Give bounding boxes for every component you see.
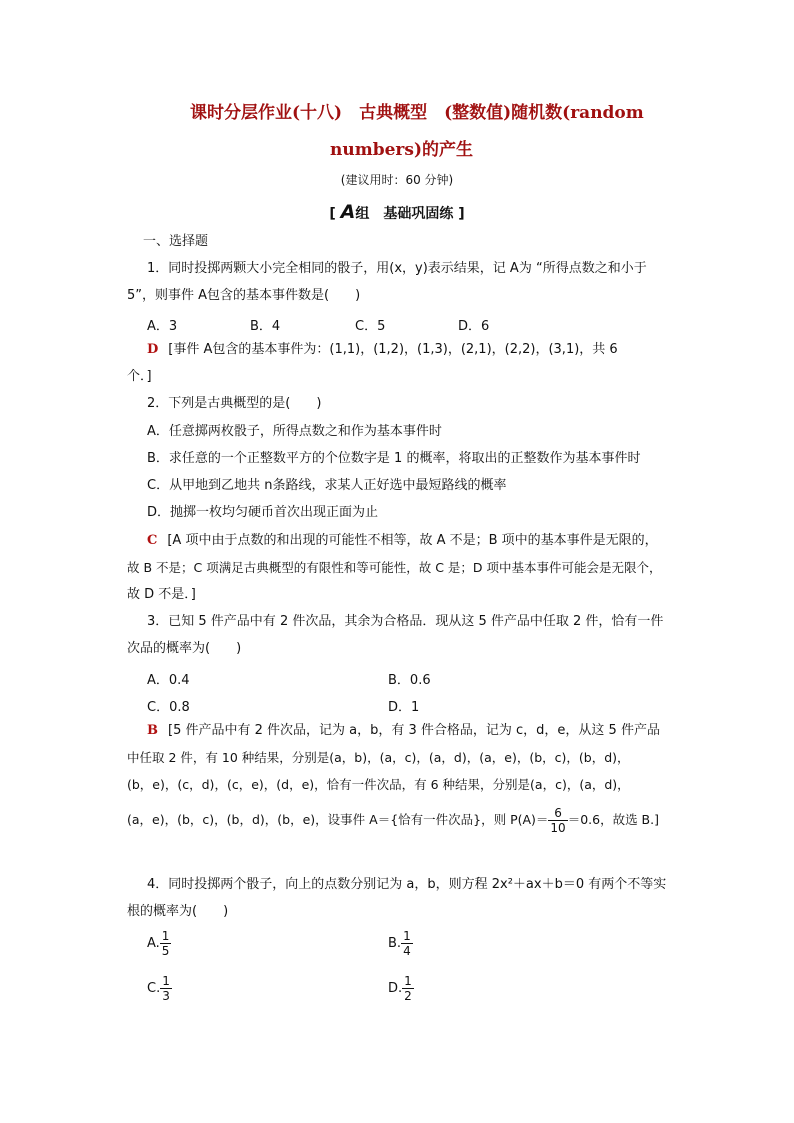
denominator: 5 — [161, 944, 170, 958]
numerator: 6 — [548, 806, 567, 821]
q3-option-a: A．0.4 — [147, 673, 190, 688]
group-label: 组 基础巩固练 — [355, 206, 454, 222]
fraction — [402, 974, 414, 1003]
q3-option-c: C．0.8 — [147, 700, 190, 715]
q4-stem-line1: 4．同时投掷两个骰子，向上的点数分别记为 a，b，则方程 2x²＋ax＋b＝0 有两个不等实 — [147, 877, 667, 892]
q2-stem: 2．下列是古典概型的是( ) — [147, 396, 322, 411]
q1-stem-line1: 1．同时投掷两颗大小完全相同的骰子，用(x，y)表示结果，记 A为 “所得点数之和小于 — [147, 261, 647, 276]
page-title-line1: 课时分层作业(十八) 古典概型 (整数值)随机数(random — [190, 103, 644, 123]
q3-exp4-post: ＝0.6，故选 B.] — [567, 812, 659, 827]
q3-explanation-line4 — [127, 806, 659, 835]
numerator: 1 — [403, 929, 411, 943]
q3-exp4-pre: (a，e)，(b，c)，(b，d)，(b，e)，设事件 A＝{恰有一件次品}，则 P(A)＝ — [127, 812, 549, 827]
q1-exp-text: [事件 A包含的基本事件为：(1,1)，(1,2)，(1,3)，(2,1)，(2,2)，(3,1)，共 6 — [168, 342, 618, 357]
bracket-open: [ — [329, 206, 336, 222]
section-heading: 一、选择题 — [143, 234, 209, 249]
q3-explanation-line2: 中任取 2 件，有 10 种结果，分别是(a，b)，(a，c)，(a，d)，(a，e)，(b，c)，(b，d)， — [127, 750, 630, 765]
q3-option-d: D．1 — [388, 700, 420, 715]
q4-option-c — [147, 974, 172, 1003]
q3-stem-line1: 3．已知 5 件产品中有 2 件次品，其余为合格品．现从这 5 件产品中任取 2 件，恰有一件 — [147, 614, 664, 629]
q1-stem-line2: 5”，则事件 A包含的基本事件数是( ) — [127, 288, 361, 303]
q2-explanation-line3: 故 D 不是．] — [127, 587, 196, 602]
group-letter: A — [340, 201, 356, 223]
option-label: A. — [147, 936, 160, 951]
q3-stem-line2: 次品的概率为( ) — [127, 641, 242, 656]
q2-explanation-line2: 故 B 不是；C 项满足古典概型的有限性和等可能性，故 C 是；D 项中基本事件可能会是无限个， — [127, 560, 662, 575]
fraction — [548, 806, 567, 835]
bracket-close: ] — [458, 206, 465, 222]
q3-exp-text: [5 件产品中有 2 件次品，记为 a，b，有 3 件合格品，记为 c，d，e，从这 5 件产品 — [168, 723, 660, 738]
q1-option-a: A．3 — [147, 319, 178, 334]
q1-explanation-line2: 个．] — [127, 369, 152, 384]
q3-explanation-line1 — [147, 723, 660, 739]
option-label: C. — [147, 981, 161, 996]
denominator: 10 — [550, 821, 566, 835]
option-label: B. — [388, 936, 402, 951]
q2-option-a: A．任意掷两枚骰子，所得点数之和作为基本事件时 — [147, 424, 442, 439]
denominator: 2 — [404, 989, 412, 1003]
q2-exp-text: [A 项中由于点数的和出现的可能性不相等，故 A 不是；B 项中的基本事件是无限的， — [167, 533, 658, 548]
q2-option-d: D．抛掷一枚均匀硬币首次出现正面为止 — [147, 505, 379, 520]
q1-option-b: B．4 — [250, 319, 281, 334]
q1-answer: D — [147, 342, 159, 357]
denominator: 4 — [403, 944, 411, 958]
q2-explanation-line1 — [147, 533, 658, 549]
group-heading — [0, 201, 794, 223]
q2-option-c: C．从甲地到乙地共 n条路线，求某人正好选中最短路线的概率 — [147, 478, 507, 493]
option-label: D. — [388, 981, 403, 996]
time-suggestion: (建议用时：60 分钟) — [340, 173, 454, 187]
q1-explanation-line1 — [147, 342, 618, 358]
denominator: 3 — [162, 989, 170, 1003]
q3-answer: B — [147, 723, 158, 738]
q4-option-b — [388, 929, 413, 958]
q4-option-d — [388, 974, 414, 1003]
q4-stem-line2: 根的概率为( ) — [127, 904, 229, 919]
fraction — [401, 929, 413, 958]
numerator: 1 — [404, 974, 412, 988]
fraction — [160, 974, 172, 1003]
q1-option-d: D．6 — [458, 319, 490, 334]
q3-option-b: B．0.6 — [388, 673, 431, 688]
q3-explanation-line3: (b，e)，(c，d)，(c，e)，(d，e)，恰有一件次品，有 6 种结果，分别是(a，c)，(a，d)， — [127, 777, 630, 792]
numerator: 1 — [162, 974, 170, 988]
q1-option-c: C．5 — [355, 319, 386, 334]
page-title-line2: numbers)的产生 — [330, 140, 473, 160]
q2-answer: C — [147, 533, 158, 548]
q2-option-b: B．求任意的一个正整数平方的个位数字是 1 的概率，将取出的正整数作为基本事件时 — [147, 451, 641, 466]
q4-option-a — [147, 929, 171, 958]
fraction — [160, 929, 172, 958]
numerator: 1 — [161, 929, 170, 943]
